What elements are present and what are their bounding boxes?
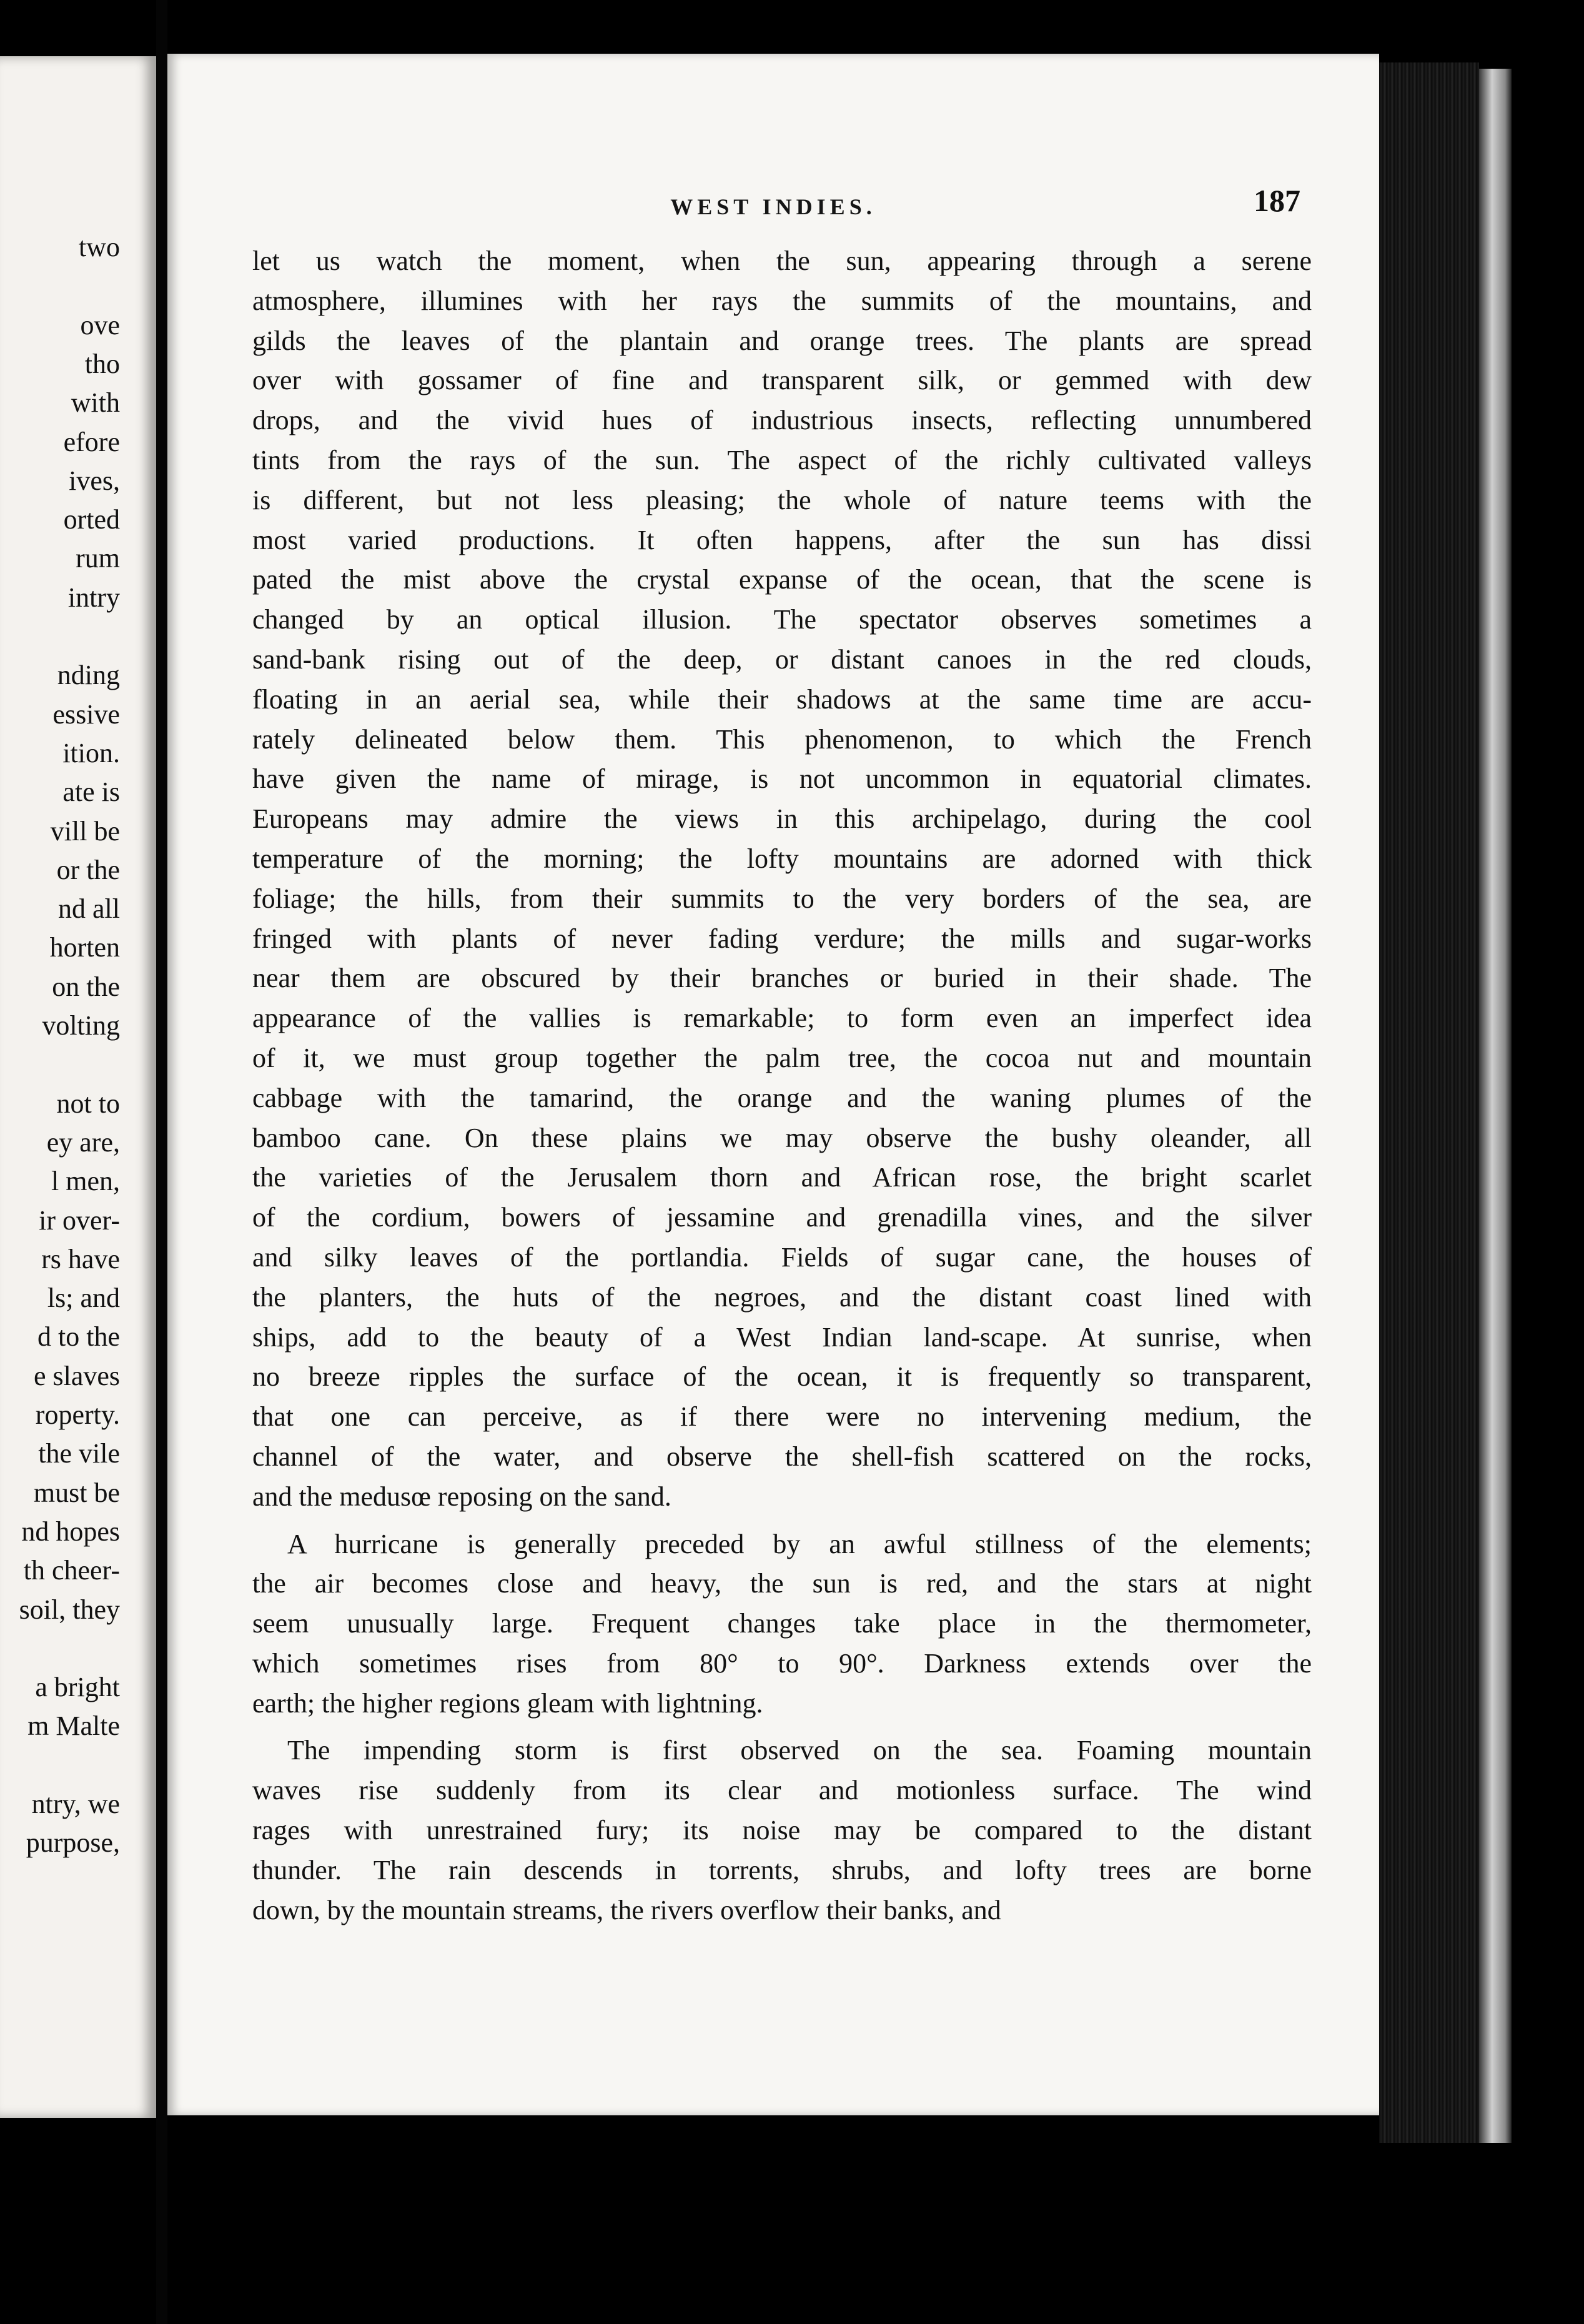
paragraph-gap	[252, 1723, 1312, 1731]
paragraph-gap	[252, 1517, 1312, 1524]
running-head: WEST INDIES.	[670, 194, 876, 219]
left-page-line: on the	[52, 971, 120, 1002]
left-page-line: or the	[56, 854, 120, 885]
left-page-line: with	[71, 387, 120, 419]
left-page-line: not to	[56, 1088, 120, 1119]
left-page-line: volting	[42, 1010, 120, 1041]
text-line: earth; the higher regions gleam with lightning.	[252, 1687, 763, 1719]
left-page-line: orted	[63, 504, 120, 535]
left-page-line: ir over-	[39, 1204, 120, 1236]
text-line: over with gossamer of fine and transparent silk, or gemmed with dew	[252, 365, 1312, 396]
paragraph-3	[252, 1731, 1312, 1930]
text-line: fringed with plants of never fading verdure; the mills and sugar-works	[252, 923, 1312, 954]
text-line: atmosphere, illumines with her rays the summits of the mountains, and	[252, 285, 1312, 316]
left-page-line: vill be	[50, 815, 120, 847]
book-page-edges	[1379, 62, 1479, 2143]
text-line: changed by an optical illusion. The spectator observes sometimes a	[252, 604, 1312, 635]
left-page-line: rum	[76, 543, 120, 574]
page-number: 187	[1254, 183, 1300, 218]
text-line: tints from the rays of the sun. The aspect of the richly cultivated valleys	[252, 444, 1312, 475]
text-line: ships, add to the beauty of a West Indian land-scape. At sunrise, when	[252, 1321, 1312, 1353]
text-line: and silky leaves of the portlandia. Fields of sugar cane, the houses of	[252, 1241, 1312, 1273]
left-page-line: tho	[84, 348, 120, 379]
main-page	[167, 54, 1379, 2115]
paragraph-2	[252, 1524, 1312, 1724]
text-line: let us watch the moment, when the sun, appearing through a serene	[252, 246, 1312, 276]
text-line: down, by the mountain streams, the rivers overflow their banks, and	[252, 1894, 1001, 1925]
left-page-line: efore	[63, 426, 120, 457]
scan-border	[1512, 0, 1584, 2324]
book-gutter	[156, 0, 167, 2324]
left-page-line: ntry, we	[31, 1789, 120, 1819]
left-page-line: a bright	[35, 1672, 120, 1703]
left-page-line: two	[79, 232, 120, 262]
left-page-line: roperty.	[35, 1399, 120, 1430]
text-line: near them are obscured by their branches or buried in their shade. The	[252, 963, 1312, 994]
text-line: A hurricane is generally preceded by an awful stillness of the elements;	[287, 1528, 1312, 1559]
text-line: rately delineated below them. This phenomenon, to which the French	[252, 723, 1312, 755]
text-line: floating in an aerial sea, while their shadows at the same time are accu-	[252, 683, 1312, 715]
left-page-line: ls; and	[47, 1283, 120, 1314]
text-line: Europeans may admire the views in this archipelago, during the cool	[252, 803, 1312, 835]
left-page-line: d to the	[37, 1321, 120, 1353]
text-line: of it, we must group together the palm tree, the cocoa nut and mountain	[252, 1042, 1312, 1073]
left-page-line: ove	[80, 309, 120, 340]
left-page-fragment	[0, 56, 156, 2118]
left-page-line: m Malte	[27, 1711, 120, 1742]
text-line: The impending storm is first observed on the sea. Foaming mountain	[287, 1735, 1312, 1766]
text-line: cabbage with the tamarind, the orange and the waning plumes of the	[252, 1082, 1312, 1113]
left-page-line: ey are,	[46, 1126, 120, 1158]
text-line: the air becomes close and heavy, the sun is red, and the stars at night	[252, 1568, 1312, 1599]
left-page-line: purpose,	[26, 1827, 120, 1859]
left-page-line: essive	[52, 698, 120, 730]
text-line: the varieties of the Jerusalem thorn and African rose, the bright scarlet	[252, 1162, 1312, 1193]
left-page-line: ate is	[62, 777, 120, 808]
left-page-line: ives,	[69, 465, 120, 496]
left-page-line: e slaves	[33, 1360, 120, 1391]
left-page-line: nd hopes	[21, 1516, 120, 1547]
book-edge-strip	[1479, 69, 1512, 2143]
text-line: temperature of the morning; the lofty mountains are adorned with thick	[252, 843, 1312, 874]
text-line: sand-bank rising out of the deep, or distant canoes in the red clouds,	[252, 643, 1312, 675]
text-line: no breeze ripples the surface of the ocean, it is frequently so transparent,	[252, 1361, 1312, 1393]
text-line: that one can perceive, as if there were no intervening medium, the	[252, 1401, 1312, 1433]
text-line: have given the name of mirage, is not uncommon in equatorial climates.	[252, 763, 1312, 795]
left-page-line: nding	[57, 660, 120, 691]
text-line: and the medusœ reposing on the sand.	[252, 1481, 671, 1512]
left-page-line: l men,	[51, 1166, 120, 1197]
text-line: bamboo cane. On these plains we may observe the bushy oleander, all	[252, 1122, 1312, 1153]
text-line: is different, but not less pleasing; the whole of nature teems with the	[252, 484, 1312, 515]
text-line: appearance of the vallies is remarkable; to form even an imperfect idea	[252, 1003, 1312, 1034]
text-line: gilds the leaves of the plantain and orange trees. The plants are spread	[252, 325, 1312, 356]
left-page-line: must be	[33, 1477, 120, 1508]
left-page-line: intry	[67, 582, 120, 613]
text-line: rages with unrestrained fury; its noise may be compared to the distant	[252, 1815, 1312, 1846]
text-line: which sometimes rises from 80° to 90°. Darkness extends over the	[252, 1647, 1312, 1679]
text-line: the planters, the huts of the negroes, and the distant coast lined with	[252, 1281, 1312, 1313]
text-line: most varied productions. It often happens, after the sun has dissi	[252, 524, 1312, 555]
text-line: pated the mist above the crystal expanse of the ocean, that the scene is	[252, 564, 1312, 595]
paragraph-1	[252, 241, 1312, 1517]
left-page-line: rs have	[41, 1243, 120, 1274]
text-line: drops, and the vivid hues of industrious insects, reflecting unnumbered	[252, 405, 1312, 436]
left-page-line: horten	[49, 932, 120, 963]
left-page-line: soil, they	[19, 1594, 120, 1625]
text-line: channel of the water, and observe the shell-fish scattered on the rocks,	[252, 1441, 1312, 1472]
text-line: thunder. The rain descends in torrents, shrubs, and lofty trees are borne	[252, 1854, 1312, 1885]
left-page-line: th cheer-	[23, 1555, 120, 1586]
left-page-line: the vile	[38, 1438, 120, 1469]
text-line: waves rise suddenly from its clear and motionless surface. The wind	[252, 1775, 1312, 1806]
text-line: foliage; the hills, from their summits to the very borders of the sea, are	[252, 883, 1312, 914]
body-text	[252, 241, 1312, 1930]
text-line: seem unusually large. Frequent changes take place in the thermometer,	[252, 1608, 1312, 1639]
left-page-line: ition.	[62, 737, 120, 768]
left-page-line: nd all	[58, 893, 120, 925]
text-line: of the cordium, bowers of jessamine and grenadilla vines, and the silver	[252, 1202, 1312, 1233]
